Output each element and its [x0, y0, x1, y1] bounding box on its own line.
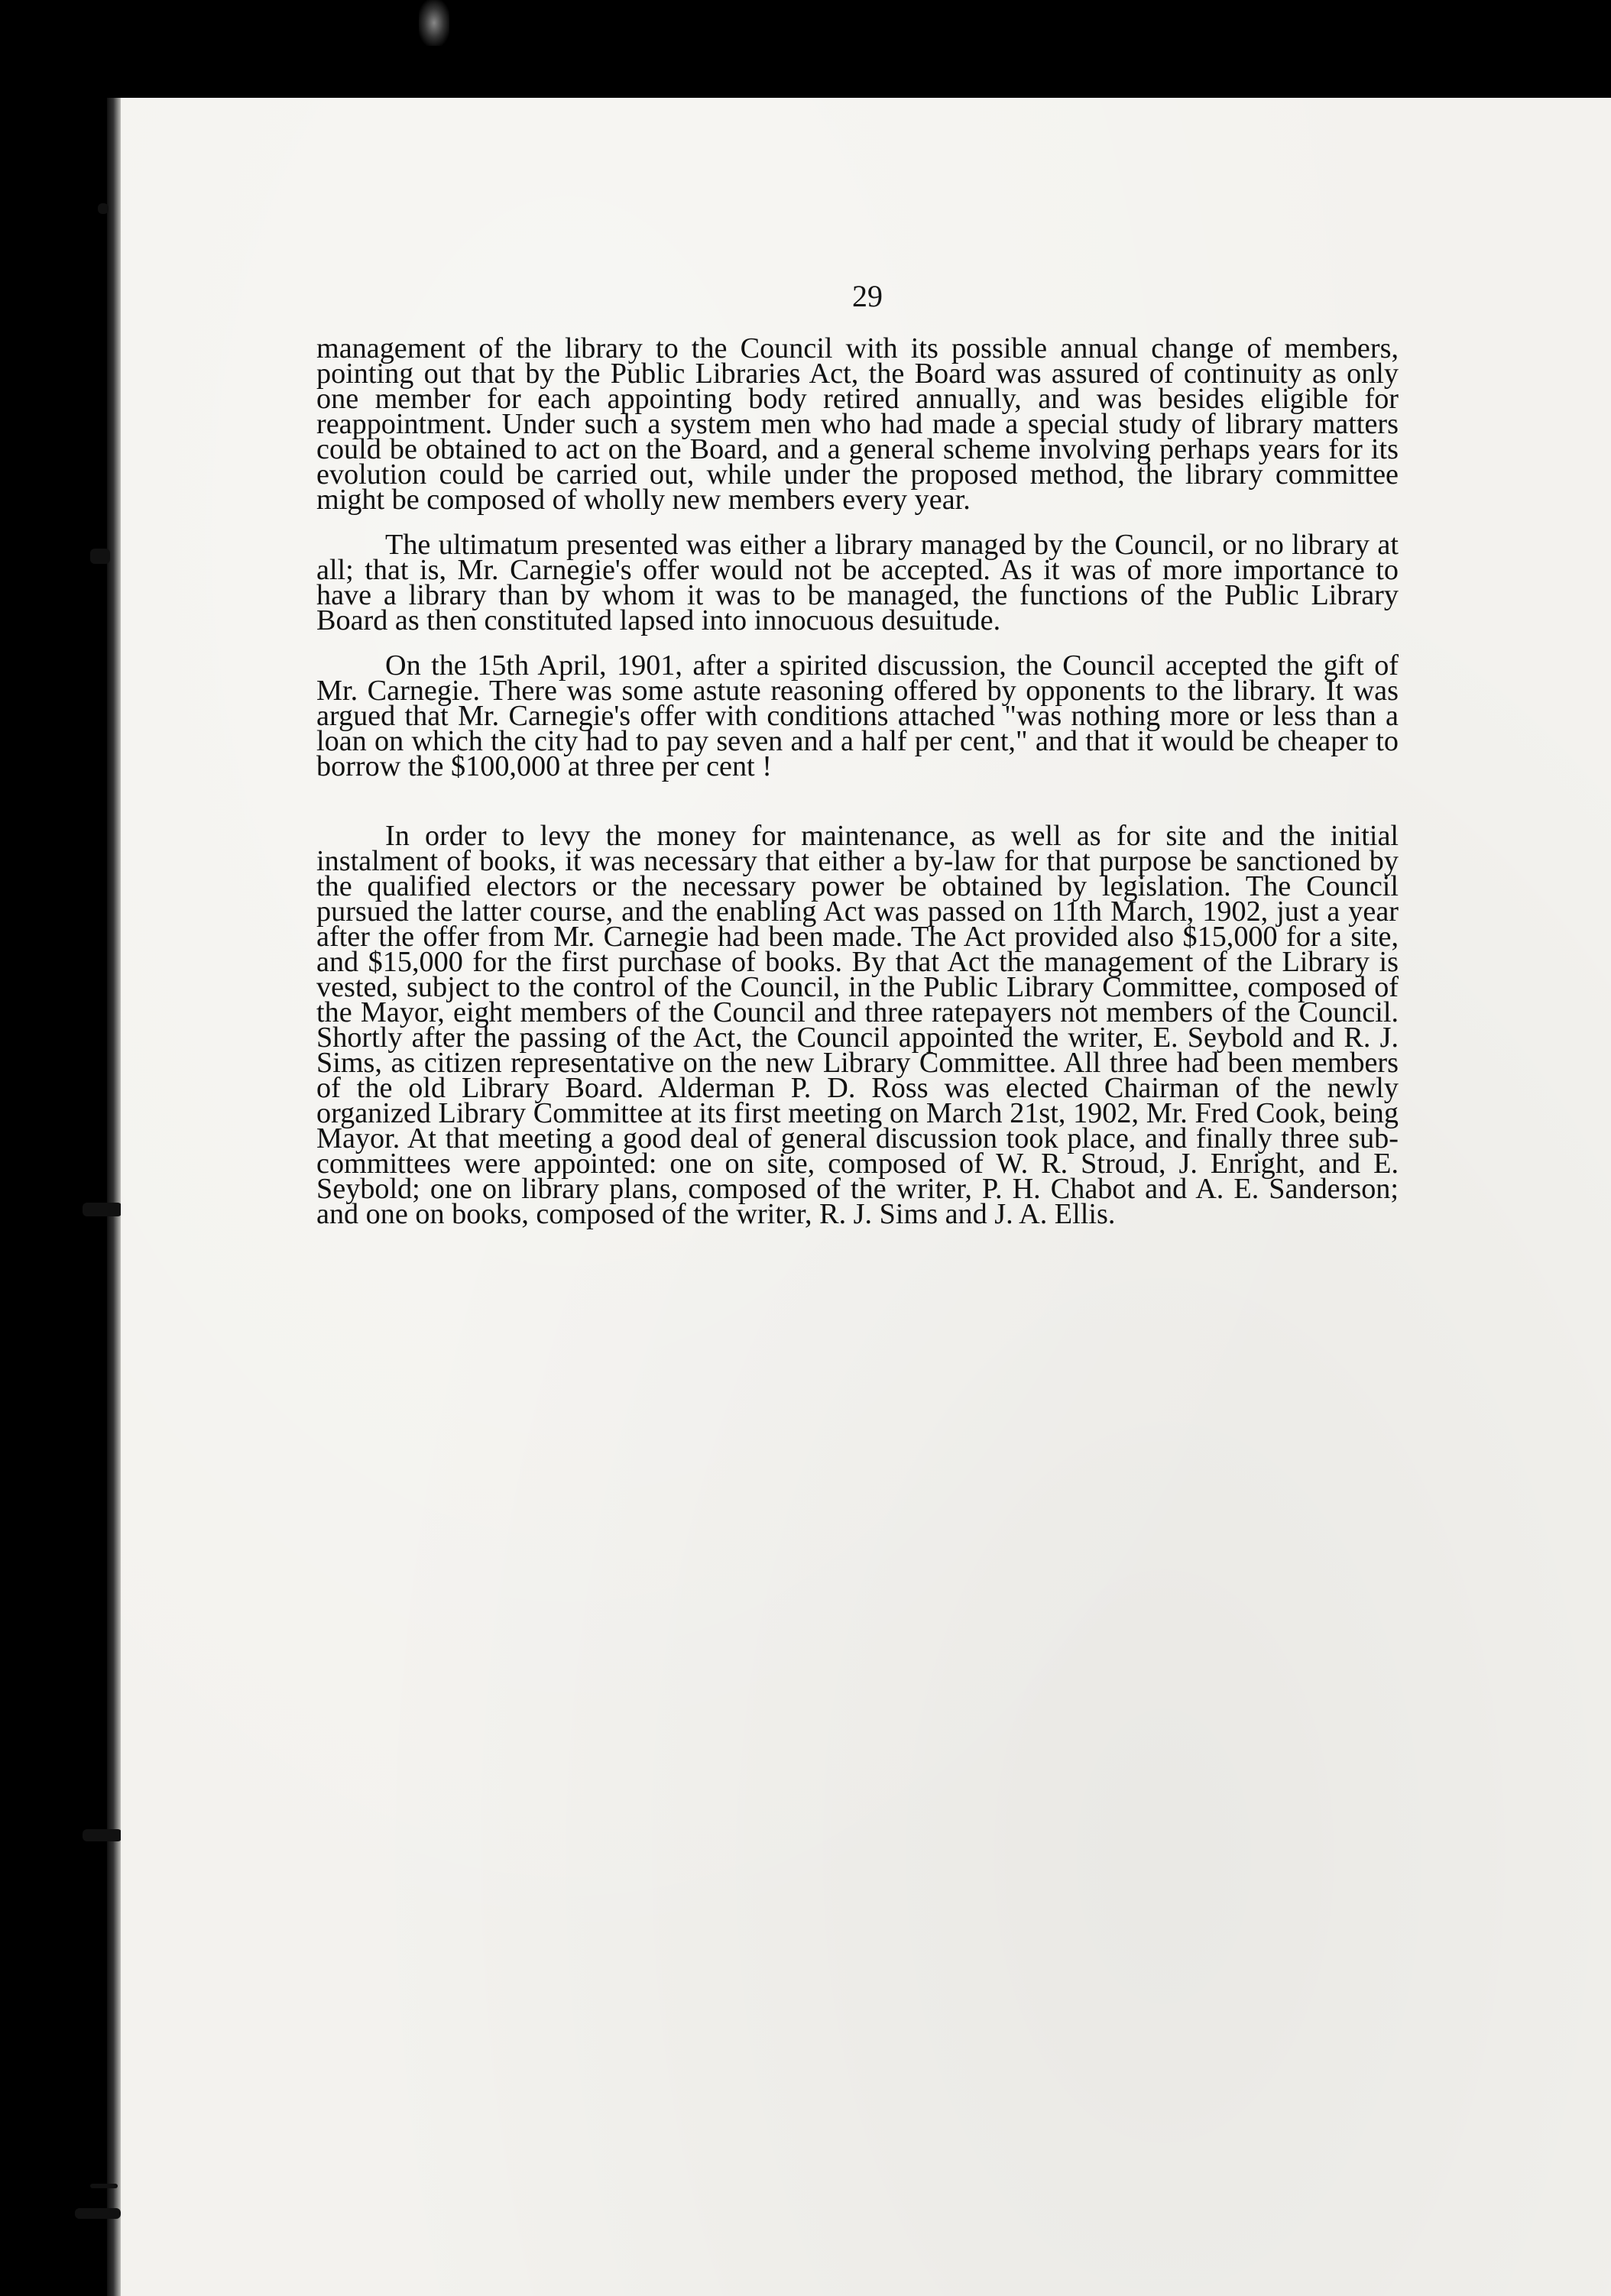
binding-mark: [83, 1203, 122, 1216]
scan-artifact: [419, 0, 449, 46]
binding-mark: [90, 2184, 118, 2188]
paragraph: In order to levy the money for maintenance, as well as for site and the initial instalment of books, it was necessary that either a by-law for that purpose be sanctioned by the qualified electors or the necessary power be obtained by legislation. The Council pursued the latter course, and the enabling Act was passed on 11th March, 1902, just a year after the offer from Mr. Carnegie had been made. The Act provided also $15,000 for a site, and $15,000 for the first purchase of books. By that Act the management of the Library is vested, subject to the control of the Council, in the Public Library Committee, composed of the Mayor, eight members of the Council and three ratepayers not members of the Council. Shortly after the passing of the Act, the Council appointed the writer, E. Seybold and R. J. Sims, as citizen representative on the new Library Committee. All three had been members of the old Library Board. Alderman P. D. Ross was elected Chairman of the newly organized Library Committee at its first meeting on March 21st, 1902, Mr. Fred Cook, being Mayor. At that meeting a good deal of general discussion took place, and finally three sub-committees were appointed: one on site, composed of W. R. Stroud, J. Enright, and E. Seybold; one on library plans, composed of the writer, P. H. Chabot and A. E. Sanderson; and one on books, composed of the writer, R. J. Sims and J. A. Ellis.: [316, 820, 1399, 1230]
binding-mark: [98, 203, 109, 214]
paragraph: The ultimatum presented was either a library managed by the Council, or no library at all; that is, Mr. Carnegie's offer would not be accepted. As it was of more importance to have a library than by whom it was to be managed, the functions of the Public Library Board as then constituted lapsed into innocuous desuitude.: [316, 529, 1399, 636]
page-binding-edge: [107, 98, 121, 2296]
binding-mark: [83, 1829, 122, 1841]
body-text: [316, 332, 1399, 1247]
paragraph: management of the library to the Council with its possible annual change of members, pointing out that by the Public Libraries Act, the Board was assured of continuity as only one member for each appointing body retired annually, and was besides eligible for reappointment. Under such a system men who had made a special study of library matters could be obtained to act on the Board, and a general scheme involving perhaps years for its evolution could be carried out, while under the proposed method, the library committee might be composed of wholly new members every year.: [316, 332, 1399, 516]
paragraph: On the 15th April, 1901, after a spirited discussion, the Council accepted the gift of Mr. Carnegie. There was some astute reasoning offered by opponents to the library. It was argued that Mr. Carnegie's offer with conditions attached "was nothing more or less than a loan on which the city had to pay seven and a half per cent," and that it would be cheaper to borrow the $100,000 at three per cent !: [316, 649, 1399, 782]
binding-mark: [90, 549, 110, 564]
binding-mark: [75, 2208, 121, 2219]
page-number: 29: [852, 279, 883, 313]
